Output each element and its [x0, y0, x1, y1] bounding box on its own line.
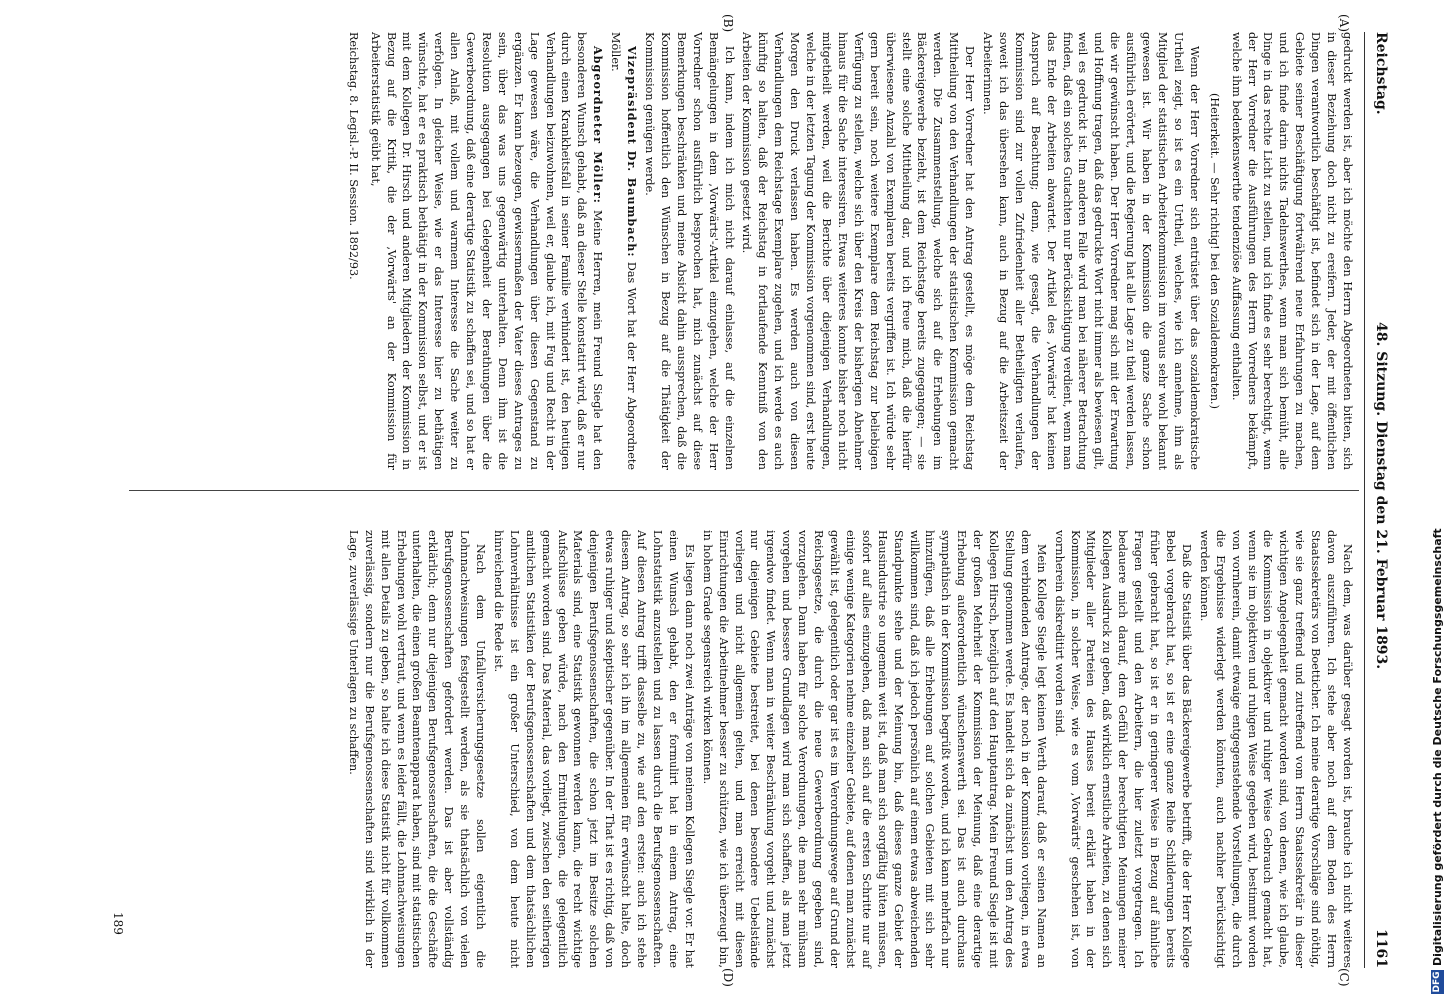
page-footer-session: Reichstag. 8. Legisl.-P. II. Session. 1892/93.	[346, 32, 360, 280]
digitization-note: Digitalisierung gefördert durch die Deutsche Forschungsgemeinschaft	[1430, 528, 1444, 966]
margin-marker-a: (A)	[1337, 14, 1351, 33]
paragraph: Der Herr Vorredner hat den Antrag gestellt, es möge dem Reichstag Mittheilung von den Verhandlungen der statistischen Kommission gemacht werden. Die Zusammenstellung, welche sich auf die Erhebungen im Bäckereigewerbe bezieht, ist dem Reichstage bereits zugegangen; — sie stellt eine solche Mittheilung dar, und ich freue mich, daß die hierfür überwiesene Anzahl von Exemplaren bereits vergriffen ist. Ich würde sehr gern bereit sein, noch weitere Exemplare dem Reichstag zur beliebigen Verfügung zu stellen, welche sich über den Kreis der bisherigen Abnehmer hinaus für die Sache interessiren. Etwas weiteres konnte bisher noch nicht mitgetheilt werden, weil die Berichte über diejenigen Verhandlungen, welche in der letzten Tagung der Kommission vorgenommen sind, erst heute Morgen den Druck verlassen haben. Es werden auch von diesen Verhandlungen dem Reichstage Exemplare zugehen, und ich werde es auch künftig so halten, daß der Reichstag in fortlaufende Kenntniß von den Arbeiten der Kommission gesetzt wird.	[740, 32, 977, 470]
margin-marker-b: (B)	[721, 14, 735, 33]
speaker-name: Abgeordneter Möller:	[591, 46, 606, 204]
column-divider	[129, 490, 1359, 491]
speaker-name: Vizepräsident Dr. Baumbach:	[625, 46, 640, 258]
speaker-text: Meine Herren, mein Freund Siegle hat den besonderen Wunsch gehabt, daß an dieser Stelle konstatirt wird, daß er nur durch einen Krankheitsfall in seiner Familie verhindert ist, den heutigen Verhandlungen beizuwohnen, weil er, glaube ich, mit Fug und Recht in der Lage gewesen wäre, die Verhandlungen über diesen Gegenstand zu ergänzen. Er kann bezeugen, gewissermaßen der Vater dieses Antrages zu sein, über das was uns gegenwärtig unterhalten. Denn ihm ist die Resolution ausgegangen bei Gelegenheit der Berathungen über die Gewerbeordnung, daß eine derartige Statistik zu schaffen sei, und so hat er allen Anlaß, mit vollem und warmem Interesse die Sache weiter zu verfolgen. In gleicher Weise, wie er das Interesse hier zu bethätigen wünschte, hat er es praktisch bethätigt in der Kommission selbst, und er ist mit dem Kollegen Dr. Hirsch und anderen Mitgliedern der Kommission in Bezug auf die Kritik, die der ‚Vorwärts' an der Kommission für Arbeiterstatistik geübt hat,	[368, 32, 605, 471]
sheet-number: 189	[111, 912, 125, 935]
paragraph: Mein Kollege Siegle legt keinen Werth darauf, daß er seinen Namen an dem verbindenden Antrage, der noch in der Kommission vorliegen, in etwa Stellung genommen werde. Es handelt sich da zunächst um den Antrag des Kollegen Hirsch, bezüglich auf den Hauptantrag. Mein Freund Siegle ist mit der großen Mehrheit der Kommission der Meinung, daß eine derartige Erhebung außerordentlich wünschenswerth sei. Das ist auch durchaus sympathisch in der Kommission begrüßt worden, und ich kann mehrfach nur hinzufügen, daß alle Erhebungen auf solchen Gebieten mit sich sehr willkommen sind, daß ich jedoch persönlich auf einem etwas abweichenden Standpunkte stehe und der Meinung bin, daß dieses ganze Gebiet der Hausindustrie so ungemein weit ist, daß man sich sorgfältig hüten müssen, sofort auf alles einzugehen, daß man sich auf die ersten Schritte nur auf einige wenige Kategorien nehme einzelner Gebiete, auf denen man zunächst gewählt ist, gelegentlich oder gar ist es im Verordnungswege auf Grund der Reichsgesetze, die durch die neue Gewerbeordnung gegeben sind, vorzugehen. Dann haben für solche Verordnungen, die man sehr mühsam vorgehen und bessere Grundlagen wird man sich schaffen, als man jetzt irgendwo findet. Wenn man in weiter Beschränkung vorgeht und zunächst nur diejenigen Gebiete bestreitet, bei denen besondere Uebelstände vorliegen und nicht allgemein gelten, und man erreicht mit diesen Einrichtungen die Arbeitnehmer besser zu schützen, wie ich überzeugt bin, in hohem Grade segensreich wirken können.	[700, 530, 1048, 968]
header-session-date: 48. Sitzung. Dienstag den 21. Februar 1893.	[1373, 322, 1389, 670]
paragraph: Daß die Statistik über das Bäckereigewerbe betrifft, die der Herr Kollege Bebel vorgebracht hat, so ist er eine ganze Reihe Schilderungen bereits früher gebracht hat, so ist er in geringerer Weise in Bezug auf ähnliche Fragen gestellt und den Arbeitern, die hier zuletzt vorgetragen. Ich bedauere mich darauf, dem Gefühl der berechtigten Meinungen meiner Kollegen Ausdruck zu geben, daß wirklich ernstliche Arbeiten, zu denen sich Mitglieder aller Parteien des Hauses bereit erklärt haben in der Kommission, in solcher Weise, wie es vom ‚Vorwärts' geschehen ist, von vornherein diskreditirt worden sind.	[1052, 530, 1193, 968]
dfg-logo: DFG	[1431, 971, 1442, 993]
header-publication: Reichstag.	[1373, 32, 1389, 115]
digitization-strip	[1410, 6, 1444, 994]
paragraph: gedruckt werden ist, aber ich möchte den Herrn Abgeordneten bitten, sich in dieser Beziehung doch nicht zu ereifern. Jeder, der mit öffentlichen Dingen verantwortlich beschäftigt ist, befindet sich in der Lage, auf dem Gebiete seiner Beschäftigung fortwährend neue Erfahrungen zu machen, und ich finde darin nichts Tadelnswerthes, wenn man sich bemüht, alle Dinge in das rechte Licht zu stellen, und ich finde es sehr berechtigt, wenn der Herr Vorredner die Ausführungen des Herrn Vorredners bekämpft, welche ihm bedenkenswerthe tendenziöse Auffassung enthalten.	[1229, 32, 1354, 470]
speaker-paragraph	[607, 32, 639, 470]
paragraph: Ich kann, indem ich mich nicht darauf einlasse, auf die einzelnen Bemängelungen in dem ‚Vorwärts'-Artikel einzugehen, welche der Herr Vorredner schon ausführlich besprochen hat, mich zunächst auf diese Bemerkungen beschränken und meine Absicht dahin aussprechen, daß die Kommission hoffentlich den Wünschen in Bezug auf die Thätigkeit der Kommission genügen werde.	[643, 32, 736, 470]
speaker-paragraph	[367, 32, 606, 470]
paragraph: Wenn der Herr Vorredner sich entrüstet über das sozialdemokratische Urtheil zeigt, so ist es ein Urtheil, welches, wie ich annehme, ihm als Mitglied der statistischen Arbeiterkommission im voraus sehr wohl bekannt gewesen ist. Wir haben in der Kommission die ganze Sache schon ausführlich erörtert, und die Regierung hat alle Lage zu theil werden lassen, die wir gewünscht haben. Der Herr Vorredner mag sich mit der Erwartung und Hoffnung tragen, daß das gedruckte Wort nicht immer als bewiesen gilt, weil es gedruckt ist. Im anderen Falle wird man bei näherer Betrachtung finden, daß ein solches Gutachten nur Berücksichtigung verdient, wenn man das Ende der Arbeiten abwartet. Der Artikel des ‚Vorwärts' hat keinen Anspruch auf Beachtung; denn, wie gesagt, die Verhandlungen der Kommission sind zur vollen Zufriedenheit aller Betheiligten verlaufen, soweit ich das übersehen kann, auch in Bezug auf die Arbeitszeit der Arbeiterinnen.	[981, 32, 1201, 470]
margin-marker-c: (C)	[1337, 968, 1351, 987]
document-sheet	[93, 12, 1395, 988]
paragraph: Es liegen dann noch zwei Anträge von meinem Kollegen Siegle vor. Er hat einen Wunsch gehabt, den er formulirt hat in einem Antrag, eine Lohnstatistik anzustellen und zu lassen durch die Berufsgenossenschaften. Auf diesen Antrag trifft dasselbe zu, wie auf den ersten: auch ich stehe diesem Antrag, so sehr ich ihn im allgemeinen für erwünscht halte, doch etwas ruhiger und skeptischer gegenüber. In der That ist es richtig, daß von denjenigen Berufsgenossenschaften, die schon jetzt im Besitze solchen Materials sind, eine Statistik gewonnen werden kann, die recht wichtige Aufschlüsse geben würde, nach den Ermittelungen, die gelegentlich gemacht worden sind. Das Material, das vorliegt, zwischen den seitherigen amtlichen Statistiken der Berufsgenossenschaften und dem thatsächlichen Lohnverhältnisse ist ein großer Unterschied, von dem heute nicht hinreichend die Rede ist.	[491, 530, 696, 968]
paragraph: Nach dem Unfallversicherungsgesetze sollen eigentlich die Lohnnachweisungen festgestellt werden, als sie thatsächlich von vielen Berufsgenossenschaften gefordert werden. Das ist aber vollständig erklärlich; denn nur diejenigen Berufsgenossenschaften, die die Geschäfte unterhalten, die einen großen Beamtenapparat haben, sind mit statistischen Erhebungen wohl vertraut, und wenn es leider fällt, die Lohnnachweisungen mit allen Details zu geben, so halte ich diese Statistik nicht für vollkommen zuverlässig, sondern nur die Berufsgenossenschaften sind wirklich in der Lage, zuverlässige Unterlagen zu schaffen.	[346, 530, 488, 968]
paragraph: Nach dem, was darüber gesagt worden ist, brauche ich nicht weiteres davon auszuführen. Ich stehe aber noch auf dem Boden des Herrn Staatssekretärs von Boetticher. Ich meine derartige Vorschläge sind nöthig, wie sie ganz treffend und zutreffend vom Herrn Staatssekretär in dieser wichtigen Angelegenheit gemacht worden sind, von denen, wie ich glaube, die Kommission in objektiver und ruhiger Weise Gebrauch gemacht hat, wenn sie im objektiven und ruhigen Weise gegeben wird, bestimmt worden von vornherein, damit etwaige entgegenstehende Vorstellungen, die durch die Ergebnisse widerlegt werden könnten, auch nachher berücksichtigt werden können.	[1197, 530, 1354, 968]
interjection: (Heiterkeit. — Sehr richtig! bei den Sozialdemokraten.)	[1207, 93, 1221, 409]
margin-marker-d: (D)	[721, 968, 735, 987]
speaker-text: Das Wort hat der Herr Abgeordnete Möller.	[609, 32, 639, 470]
page-header	[1364, 32, 1395, 968]
header-page-number: 1161	[1373, 929, 1389, 968]
left-column	[135, 32, 1355, 470]
right-column	[135, 530, 1355, 968]
